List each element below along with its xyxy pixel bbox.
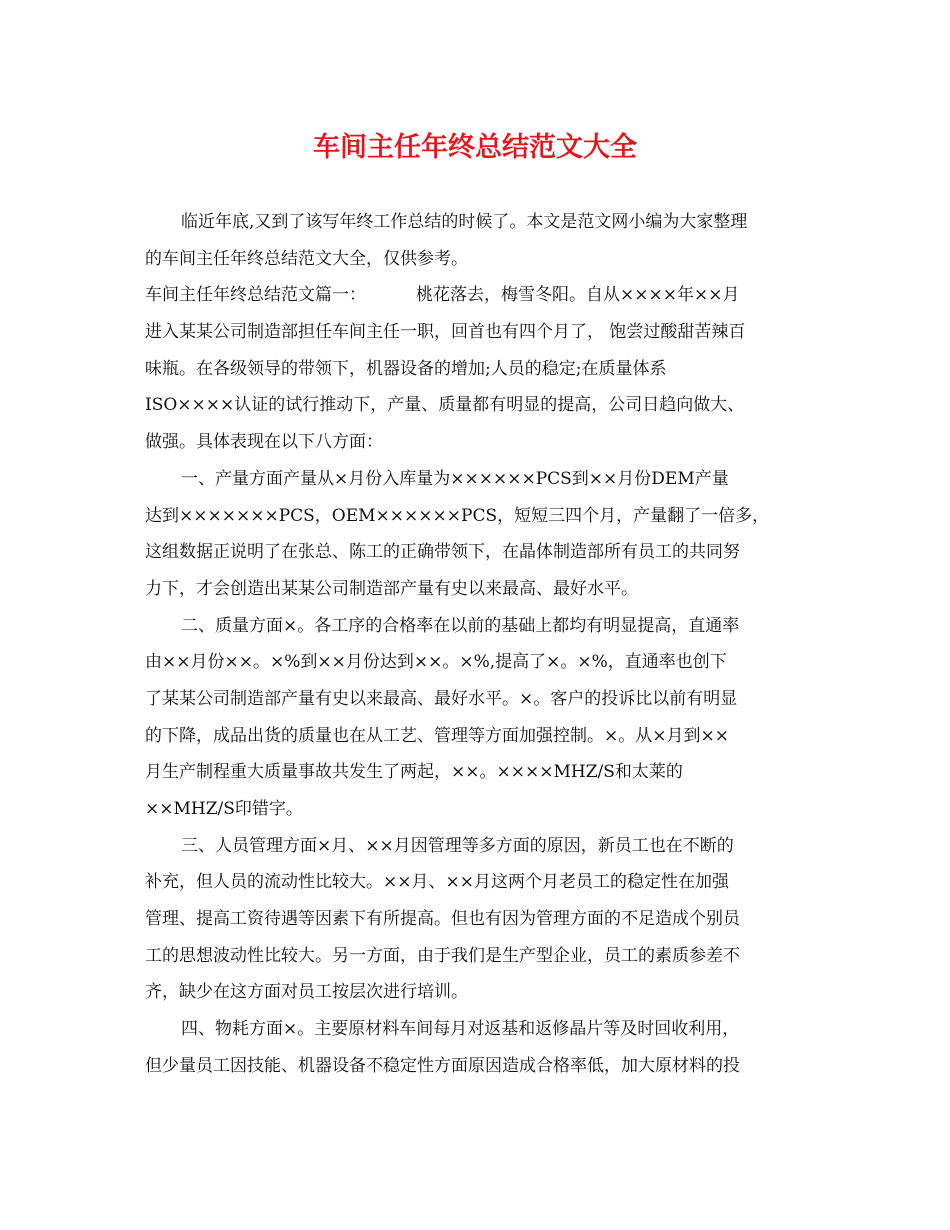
text-line: ××MHZ/S印错字。: [145, 799, 303, 819]
text-line: [145, 277, 811, 314]
section-heading: 车间主任年终总结范文篇一：: [145, 285, 366, 306]
text-line: 工的思想波动性比较大。另一方面，由于我们是生产型企业，员工的素质参差不: [145, 945, 740, 966]
text-line: 四、物耗方面×。主要原材料车间每月对返基和返修晶片等及时回收利用，: [181, 1019, 740, 1040]
text-line: 的下降，成品出货的质量也在从工艺、管理等方面加强控制。×。从×月到××: [145, 725, 729, 746]
text-line: 由××月份××。×%到××月份达到××。×%,提高了×。×%，直通率也创下: [145, 652, 727, 673]
document-body: [145, 204, 811, 1085]
text-line: 管理、提高工资待遇等因素下有所提高。但也有因为管理方面的不足造成个别员: [145, 909, 740, 930]
text-line: 补充，但人员的流动性比较大。××月、××月这两个月老员工的稳定性在加强: [145, 872, 729, 893]
text-line: 二、质量方面×。各工序的合格率在以前的基础上都均有明显提高，直通率: [181, 615, 740, 636]
text-segment: 桃花落去，梅雪冬阳。自从××××年××月: [416, 285, 740, 306]
text-line: 味瓶。在各级领导的带领下，机器设备的增加;人员的稳定;在质量体系: [145, 358, 667, 379]
document-title: 车间主任年终总结范文大全: [313, 132, 637, 163]
text-line: 的车间主任年终总结范文大全，仅供参考。: [145, 248, 468, 269]
text-line: 做强。具体表现在以下八方面：: [145, 432, 383, 453]
text-line: 一、产量方面产量从×月份入库量为××××××PCS到××月份DEM产量: [181, 468, 729, 489]
text-line: 达到×××××××PCS，OEM××××××PCS，短短三四个月，产量翻了一倍多，: [145, 505, 770, 526]
text-line: 进入某某公司制造部担任车间主任一职，回首也有四个月了， 饱尝过酸甜苦辣百: [145, 322, 746, 343]
text-line: 三、人员管理方面×月、××月因管理等多方面的原因，新员工也在不断的: [181, 835, 734, 856]
text-line: 临近年底,又到了该写年终工作总结的时候了。本文是范文网小编为大家整理: [181, 212, 748, 232]
text-line: 这组数据正说明了在张总、陈工的正确带领下，在晶体制造部所有员工的共同努: [145, 542, 740, 563]
text-line: 月生产制程重大质量事故共发生了两起，××。××××MHZ/S和太莱的: [145, 762, 683, 783]
text-line: ISO××××认证的试行推动下，产量、质量都有明显的提高，公司日趋向做大、: [145, 395, 745, 416]
text-line: 了某某公司制造部产量有史以来最高、最好水平。×。客户的投诉比以前有明显: [145, 688, 738, 709]
text-line: 但少量员工因技能、机器设备不稳定性方面原因造成合格率低，加大原材料的投: [145, 1055, 740, 1076]
text-line: 力下，才会创造出某某公司制造部产量有史以来最高、最好水平。: [145, 578, 638, 599]
text-line: 齐，缺少在这方面对员工按层次进行培训。: [145, 982, 468, 1003]
